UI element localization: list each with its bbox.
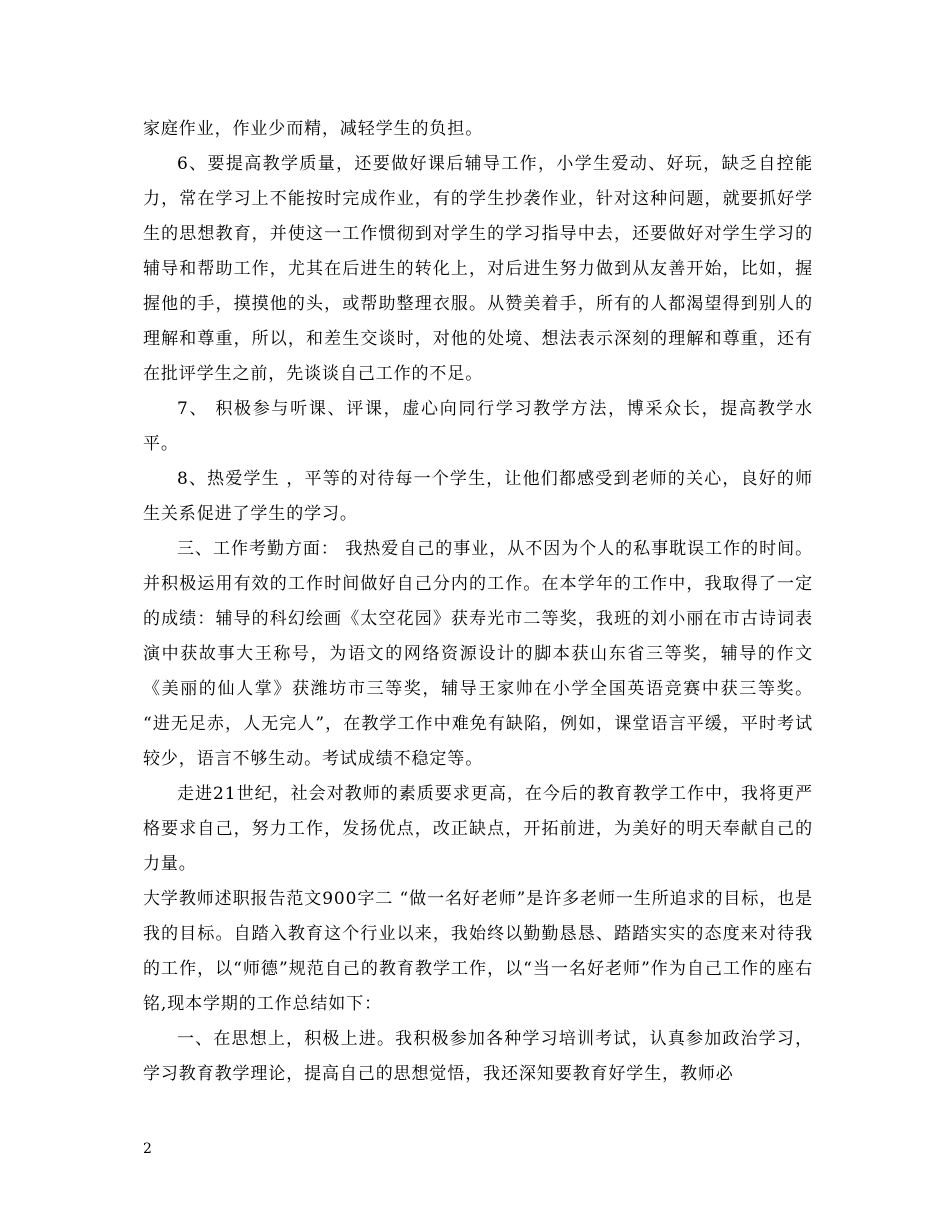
body-text <box>143 112 813 1092</box>
page-number: 2 <box>143 1141 152 1157</box>
paragraph: 家庭作业，作业少而精，减轻学生的负担。 <box>143 119 484 139</box>
paragraph: 大学教师述职报告范文900字二 “做一名好老师”是许多老师一生所追求的目标，也是我的目标。自踏入教育这个行业以来，我始终以勤勤恳恳、踏踏实实的态度来对待我的工作，以“师德”规范自己的教育教学工作，以“当一名好老师”作为自己工作的座右铭,现本学期的工作总结如下： <box>143 889 813 1014</box>
paragraph: 7、 积极参与听课、评课，虚心向同行学习教学方法，博采众长，提高教学水平。 <box>143 399 813 454</box>
paragraph: 三、工作考勤方面： 我热爱自己的事业，从不因为个人的私事耽误工作的时间。并积极运用有效的工作时间做好自己分内的工作。在本学年的工作中，我取得了一定的成绩：辅导的科幻绘画《太空花园》获寿光市二等奖，我班的刘小丽在市古诗词表演中获故事大王称号，为语文的网络资源设计的脚本获山东省三等奖，辅导的作文《美丽的仙人掌》获潍坊市三等奖，辅导王家帅在小学全国英语竞赛中获三等奖。 “进无足赤，人无完人”，在教学工作中难免有缺陷，例如，课堂语言平缓，平时考试较少，语言不够生动。考试成绩不稳定等。 <box>143 539 813 769</box>
paragraph: 6、要提高教学质量，还要做好课后辅导工作，小学生爱动、好玩，缺乏自控能力，常在学习上不能按时完成作业，有的学生抄袭作业，针对这种问题，就要抓好学生的思想教育，并使这一工作惯彻到对学生的学习指导中去，还要做好对学生学习的辅导和帮助工作，尤其在后进生的转化上，对后进生努力做到从友善开始，比如，握握他的手，摸摸他的头，或帮助整理衣服。从赞美着手，所有的人都渴望得到别人的理解和尊重，所以，和差生交谈时，对他的处境、想法表示深刻的理解和尊重，还有在批评学生之前，先谈谈自己工作的不足。 <box>143 154 813 384</box>
paragraph: 一、在思想上，积极上进。我积极参加各种学习培训考试，认真参加政治学习，学习教育教学理论，提高自己的思想觉悟，我还深知要教育好学生，教师必 <box>143 1029 813 1084</box>
paragraph: 走进21世纪，社会对教师的素质要求更高，在今后的教育教学工作中，我将更严格要求自己，努力工作，发扬优点，改正缺点，开拓前进，为美好的明天奉献自己的力量。 <box>143 784 813 874</box>
paragraph: 8、热爱学生 ，平等的对待每一个学生，让他们都感受到老师的关心，良好的师生关系促进了学生的学习。 <box>143 469 813 524</box>
